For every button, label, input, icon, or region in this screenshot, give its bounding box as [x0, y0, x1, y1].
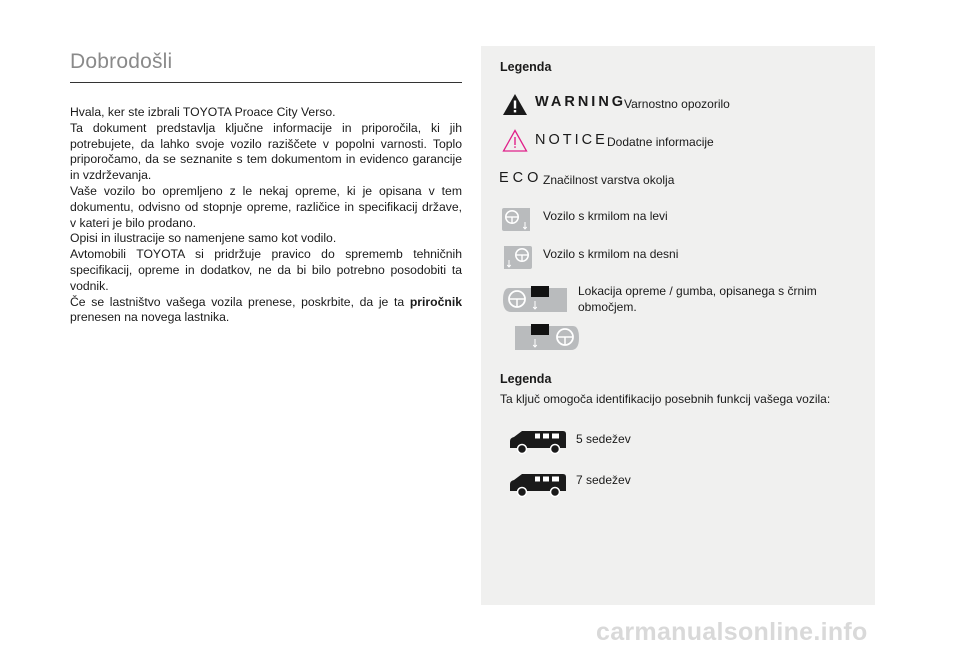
eco-label: ECO: [499, 170, 543, 186]
seats-5-label: 5 sedežev: [576, 432, 631, 446]
intro-text-segment: prenesen na novega lastnika.: [70, 310, 230, 325]
seats-7-label: 7 sedežev: [576, 473, 631, 487]
right-hand-drive-icon: [501, 244, 533, 271]
rhd-description: Vozilo s krmilom na desni: [543, 247, 679, 261]
legend-heading: Legenda: [500, 60, 552, 74]
notice-triangle-icon: [502, 129, 528, 152]
legend-panel: [481, 46, 875, 605]
notice-label: NOTICE: [535, 132, 608, 148]
intro-paragraph: Vaše vozilo bo opremljeno z le nekaj opreme, ki je opisana v tem dokumentu, odvisno od stopnje opreme, različice in specifikacij države, v kateri je bilo prodano.: [70, 183, 462, 230]
left-hand-drive-icon: [501, 206, 533, 233]
intro-paragraph: Opisi in ilustracije so namenjene samo kot vodilo.: [70, 231, 337, 246]
manual-emphasis: priročnik: [409, 294, 462, 309]
van-7-seats-icon: [506, 471, 568, 499]
notice-description: Dodatne informacije: [607, 135, 714, 149]
intro-column: [70, 50, 462, 326]
title-divider: [70, 82, 462, 83]
key-description: Ta ključ omogoča identifikacijo posebnih funkcij vašega vozila:: [500, 392, 831, 406]
intro-text: [70, 105, 462, 326]
eco-description: Značilnost varstva okolja: [543, 173, 675, 187]
intro-paragraph: [70, 295, 462, 327]
dashboard-location-icon: [501, 282, 581, 356]
intro-paragraph: Hvala, ker ste izbrali TOYOTA Proace City Verso.: [70, 105, 336, 119]
lhd-description: Vozilo s krmilom na levi: [543, 209, 668, 223]
intro-paragraph: Avtomobili TOYOTA si pridržuje pravico do sprememb tehničnih specifikacij, opreme in dodatkov, ne da bi bilo potrebno posodobiti ta vodnik.: [70, 247, 462, 293]
van-5-seats-icon: [506, 428, 568, 456]
warning-description: Varnostno opozorilo: [624, 97, 730, 111]
intro-text-segment: Če se lastništvo vašega vozila prenese, poskrbite, da je ta: [70, 294, 410, 309]
key-heading: Legenda: [500, 372, 552, 386]
intro-paragraph: Ta dokument predstavlja ključne informacije in priporočila, ki jih potrebujete, da lahko svoje vozilo raziščete v popolni varnosti. Toplo priporočamo, da se seznanite s tem dokumentom in evidenco garancije in vzdrževanja.: [70, 120, 462, 183]
warning-label: WARNING: [535, 94, 627, 110]
warning-triangle-icon: [502, 93, 528, 116]
page-title: Dobrodošli: [70, 50, 173, 73]
location-description: Lokacija opreme / gumba, opisanega s črnim območjem.: [578, 284, 817, 314]
watermark: carmanualsonline.info: [596, 618, 868, 646]
